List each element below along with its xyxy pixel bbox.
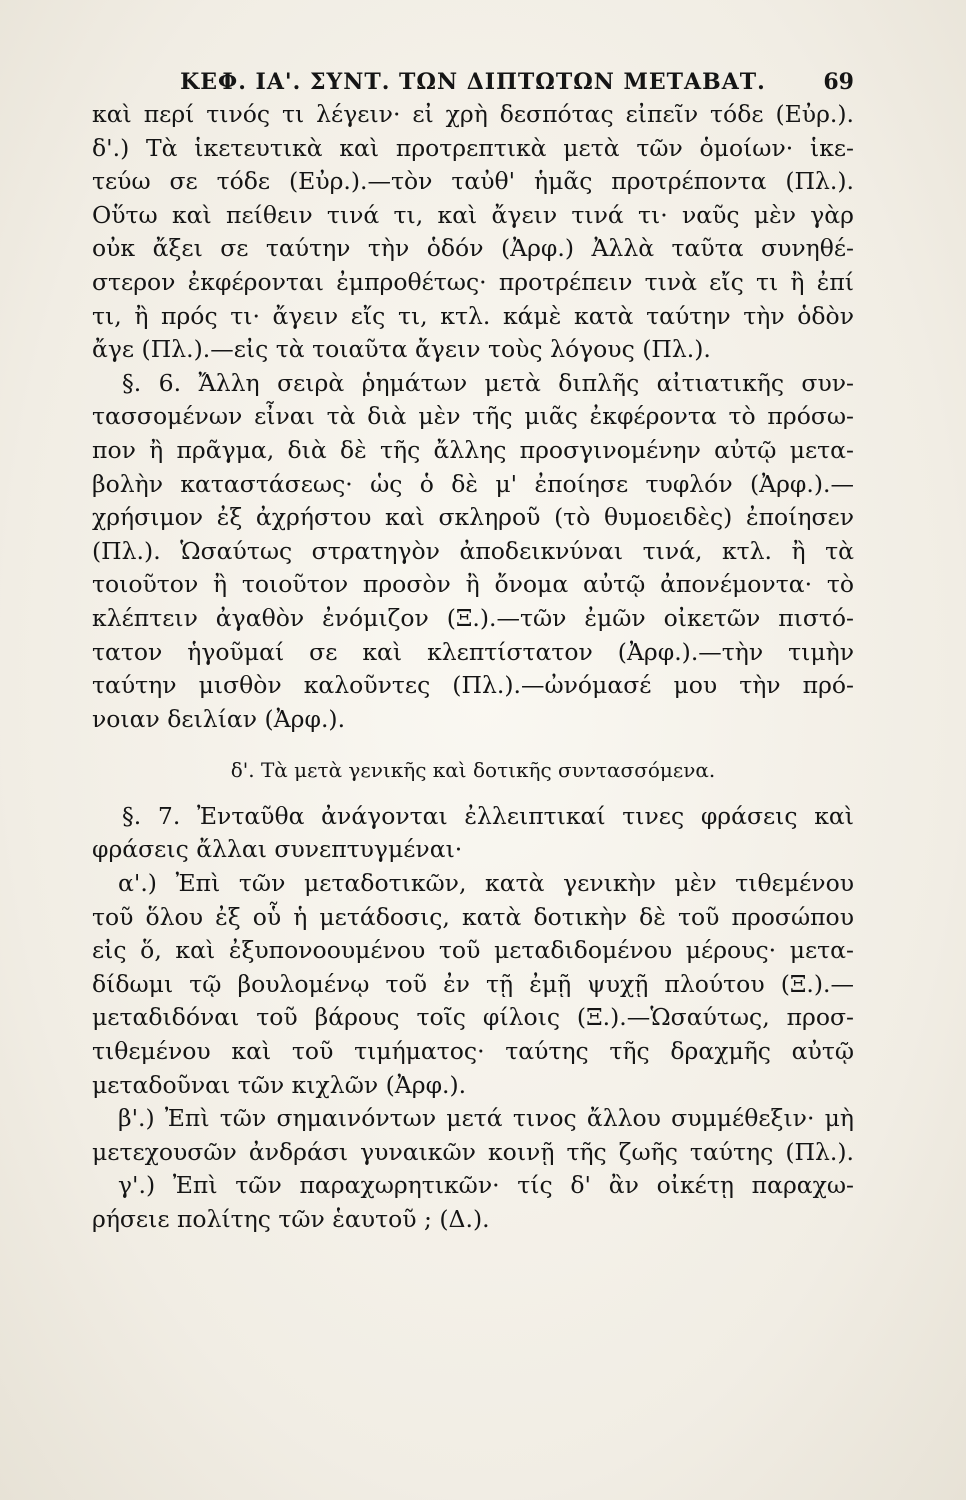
- text-line: βολὴν καταστάσεως· ὡς ὁ δὲ μ' ἐποίησε τυφλόν (Ἀρφ.).—: [92, 469, 854, 498]
- text-line: §. 6. Ἄλλη σειρὰ ῥημάτων μετὰ διπλῆς αἰτιατικῆς συν-: [122, 368, 854, 397]
- page-header: [92, 62, 854, 102]
- text-line: εἰς ὅ, καὶ ἐξυπονοουμένου τοῦ μεταδιδομένου μέρους· μετα-: [92, 936, 854, 965]
- text-line: δ'.) Τὰ ἱκετευτικὰ καὶ προτρεπτικὰ μετὰ τῶν ὁμοίων· ἱκε-: [92, 133, 854, 162]
- text-line: μεταδιδόναι τοῦ βάρους τοῖς φίλοις (Ξ.).—Ὡσαύτως, προσ-: [92, 1003, 854, 1032]
- text-line: δίδωμι τῷ βουλομένῳ τοῦ ἐν τῇ ἐμῇ ψυχῇ πλούτου (Ξ.).—: [92, 969, 854, 998]
- paragraph-1: [92, 98, 854, 367]
- text-line: στερον ἐκφέρονται ἐμπροθέτως· προτρέπειν τινὰ εἴς τι ἢ ἐπί: [92, 267, 854, 296]
- spacer: [92, 788, 854, 800]
- spacer: [92, 736, 854, 754]
- text-line: νοιαν δειλίαν (Ἀρφ.).: [92, 704, 346, 733]
- text-line: κλέπτειν ἀγαθὸν ἐνόμιζον (Ξ.).—τῶν ἐμῶν οἰκετῶν πιστό-: [92, 603, 854, 632]
- text-line: Οὕτω καὶ πείθειν τινά τι, καὶ ἄγειν τινά τι· ναῦς μὲν γὰρ: [92, 200, 854, 229]
- text-line: (Πλ.). Ὡσαύτως στρατηγὸν ἀποδεικνύναι τινά, κτλ. ἢ τὰ: [92, 536, 854, 565]
- paragraph-section-7: [92, 800, 854, 1237]
- paragraph-section-6: [92, 367, 854, 737]
- text-line: ἄγε (Πλ.).—εἰς τὰ τοιαῦτα ἄγειν τοὺς λόγους (Πλ.).: [92, 335, 711, 364]
- text-line: τεύω σε τόδε (Εὐρ.).—τὸν ταὐθ' ἡμᾶς προτρέποντα (Πλ.).: [92, 167, 854, 196]
- text-line: β'.) Ἐπὶ τῶν σημαινόντων μετά τινος ἄλλου συμμέθεξιν· μὴ: [118, 1104, 854, 1133]
- text-line: χρήσιμον ἐξ ἀχρήστου καὶ σκληροῦ (τὸ θυμοειδὲς) ἐποίησεν: [92, 503, 854, 532]
- text-line: τιθεμένου καὶ τοῦ τιμήματος· ταύτης τῆς δραχμῆς αὐτῷ: [92, 1037, 854, 1066]
- text-line: τατον ἡγοῦμαί σε καὶ κλεπτίστατον (Ἀρφ.).—τὴν τιμὴν: [92, 637, 854, 666]
- text-line: γ'.) Ἐπὶ τῶν παραχωρητικῶν· τίς δ' ἂν οἰκέτῃ παραχω-: [118, 1171, 854, 1200]
- text-line: τασσομένων εἶναι τὰ διὰ μὲν τῆς μιᾶς ἐκφέροντα τὸ πρόσω-: [92, 402, 854, 431]
- text-line: α'.) Ἐπὶ τῶν μεταδοτικῶν, κατὰ γενικὴν μὲν τιθεμένου: [118, 869, 854, 898]
- text-line: μετεχουσῶν ἀνδράσι γυναικῶν κοινῇ τῆς ζωῆς ταύτης (Πλ.).: [92, 1137, 854, 1166]
- text-line: φράσεις ἄλλαι συνεπτυγμέναι·: [92, 835, 463, 864]
- text-line: τοῦ ὅλου ἐξ οὗ ἡ μετάδοσις, κατὰ δοτικὴν δὲ τοῦ προσώπου: [92, 902, 854, 931]
- text-line: πον ἢ πρᾶγμα, διὰ δὲ τῆς ἄλλης προσγινομένην αὐτῷ μετα-: [92, 435, 854, 464]
- text-line: οὐκ ἄξει σε ταύτην τὴν ὁδόν (Ἀρφ.) Ἀλλὰ ταῦτα συνηθέ-: [92, 234, 854, 263]
- text-line: καὶ περί τινός τι λέγειν· εἰ χρὴ δεσπότας εἰπεῖν τόδε (Εὐρ.).: [92, 100, 854, 128]
- section-heading: δ'. Τὰ μετὰ γενικῆς καὶ δοτικῆς συντασσόμενα.: [230, 758, 716, 783]
- page-number: 69: [823, 69, 854, 95]
- text-line: τοιοῦτον ἢ τοιοῦτον προσὸν ἢ ὄνομα αὐτῷ ἀπονέμοντα· τὸ: [92, 570, 854, 599]
- text-line: ρήσειε πολίτης τῶν ἑαυτοῦ ; (Δ.).: [92, 1205, 490, 1233]
- body-text: [92, 98, 854, 1237]
- text-line: μεταδοῦναι τῶν κιχλῶν (Ἀρφ.).: [92, 1070, 467, 1099]
- text-line: ταύτην μισθὸν καλοῦντες (Πλ.).—ὠνόμασέ μου τὴν πρό-: [92, 671, 854, 700]
- text-line: τι, ἢ πρός τι· ἄγειν εἴς τι, κτλ. κάμὲ κατὰ ταύτην τὴν ὁδὸν: [92, 301, 854, 330]
- text-line: §. 7. Ἐνταῦθα ἀνάγονται ἐλλειπτικαί τινες φράσεις καὶ: [122, 801, 854, 830]
- running-head: ΚΕΦ. ΙΑ'. ΣΥΝΤ. ΤΩΝ ΔΙΠΤΩΤΩΝ ΜΕΤΑΒΑΤ.: [180, 69, 766, 95]
